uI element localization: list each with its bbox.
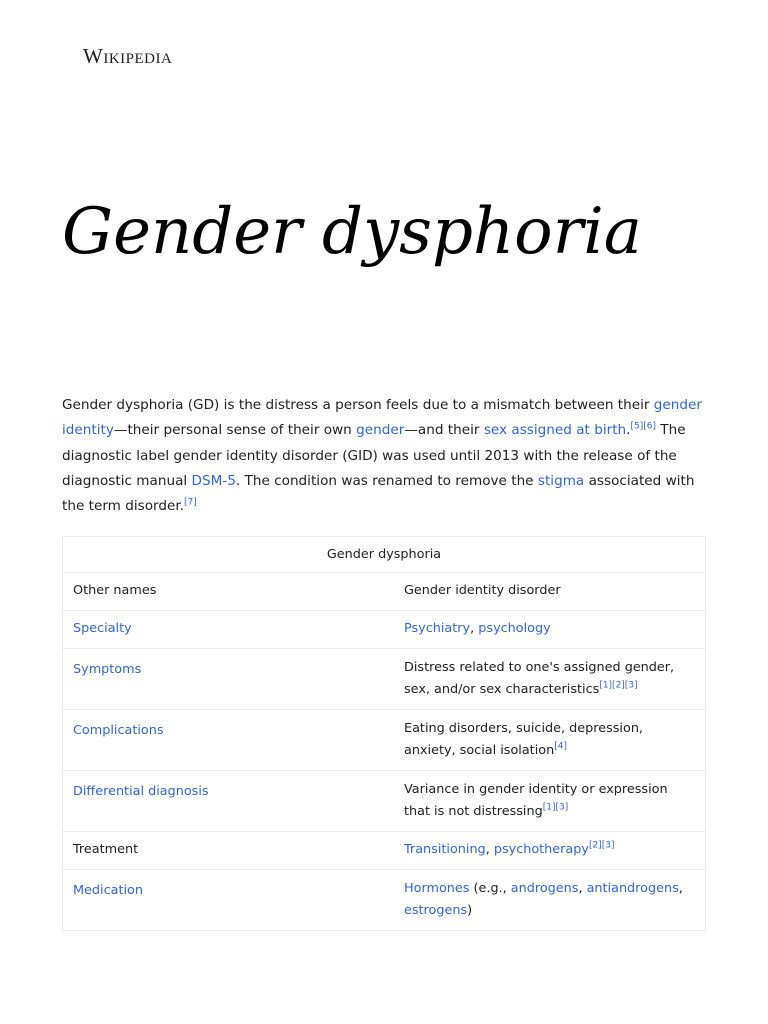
infobox-row-complications [63, 710, 706, 771]
androgens-link[interactable]: androgens [510, 881, 579, 896]
lead-text: —their personal sense of their own [113, 422, 357, 439]
separator: , [578, 881, 587, 896]
infobox-label [63, 710, 384, 771]
estrogens-link[interactable]: estrogens [404, 903, 468, 918]
reference-link[interactable]: [7] [184, 497, 197, 508]
lead-text: associated with the term disorder. [62, 472, 695, 515]
infobox-row-differential-diagnosis [63, 771, 706, 832]
lead-text: . The condition was renamed to remove the [235, 472, 538, 489]
medication-text: (e.g., [469, 881, 511, 896]
psychology-link[interactable]: psychology [478, 621, 551, 636]
reference-link[interactable]: [5][6] [630, 421, 656, 432]
lead-text: Gender dysphoria (GD) is the distress a person feels due to a mismatch between their [62, 397, 654, 413]
reference-mark [554, 742, 567, 752]
transitioning-link[interactable]: Transitioning [404, 842, 486, 857]
sex-assigned-at-birth-link[interactable]: sex assigned at birth [483, 422, 627, 439]
infobox-row-medication [63, 870, 706, 931]
infobox-value [383, 611, 706, 649]
infobox-caption: Gender dysphoria [63, 537, 706, 573]
infobox-row-symptoms [63, 649, 706, 710]
differential-text: Variance in gender identity or expression that is not distressing [404, 782, 668, 819]
lead-text: —and their [404, 422, 484, 439]
separator: , [470, 621, 479, 636]
infobox-value [383, 771, 706, 832]
separator: , [485, 842, 494, 857]
reference-mark [543, 803, 569, 813]
medication-text: ) [467, 903, 473, 918]
infobox-caption-row [63, 537, 706, 573]
separator: , [678, 881, 683, 896]
lead-text: The diagnostic label gender identity disorder (GID) was used until 2013 with the release of the diagnostic manual [62, 422, 686, 489]
infobox-label [63, 649, 384, 710]
infobox-label [63, 870, 384, 931]
reference-link[interactable]: [1][3] [542, 802, 569, 813]
differential-diagnosis-link[interactable]: Differential diagnosis [73, 784, 209, 799]
lead-text: . [626, 422, 631, 439]
stigma-link[interactable]: stigma [537, 472, 585, 489]
page-title: Gender dysphoria [62, 195, 642, 269]
reference-link[interactable]: [4] [554, 741, 567, 752]
lead-paragraph [62, 393, 707, 519]
infobox-label: Other names [63, 573, 384, 611]
infobox-row-other-names [63, 573, 706, 611]
psychiatry-link[interactable]: Psychiatry [404, 621, 471, 636]
complications-link[interactable]: Complications [73, 723, 164, 738]
infobox-row-specialty [63, 611, 706, 649]
medication-link[interactable]: Medication [73, 883, 143, 898]
reference-link[interactable]: [2][3] [588, 840, 615, 851]
infobox-value [383, 832, 706, 870]
reference-mark [589, 841, 615, 851]
infobox-label [63, 771, 384, 832]
infobox-row-treatment [63, 832, 706, 870]
infobox-value [383, 649, 706, 710]
psychotherapy-link[interactable]: psychotherapy [493, 842, 589, 857]
hormones-link[interactable]: Hormones [404, 881, 470, 896]
reference-mark [630, 422, 656, 432]
dsm-5-link[interactable]: DSM-5 [191, 472, 236, 489]
symptoms-text: Distress related to one's assigned gender, sex, and/or sex characteristics [404, 660, 675, 697]
specialty-link[interactable]: Specialty [73, 621, 132, 636]
infobox-label [63, 611, 384, 649]
complications-text: Eating disorders, suicide, depression, anxiety, social isolation [404, 721, 643, 758]
reference-mark [599, 681, 637, 691]
gender-link[interactable]: gender [356, 422, 405, 439]
symptoms-link[interactable]: Symptoms [73, 662, 142, 677]
infobox-label: Treatment [63, 832, 384, 870]
infobox-value [383, 870, 706, 931]
gender-identity-link[interactable]: gender identity [62, 397, 702, 439]
infobox-value: Gender identity disorder [383, 573, 706, 611]
wikipedia-logo[interactable]: Wikipedia [83, 44, 173, 68]
reference-mark [184, 498, 197, 508]
antiandrogens-link[interactable]: antiandrogens [586, 881, 679, 896]
infobox-value [383, 710, 706, 771]
infobox [62, 536, 706, 931]
reference-link[interactable]: [1][2][3] [599, 680, 638, 691]
